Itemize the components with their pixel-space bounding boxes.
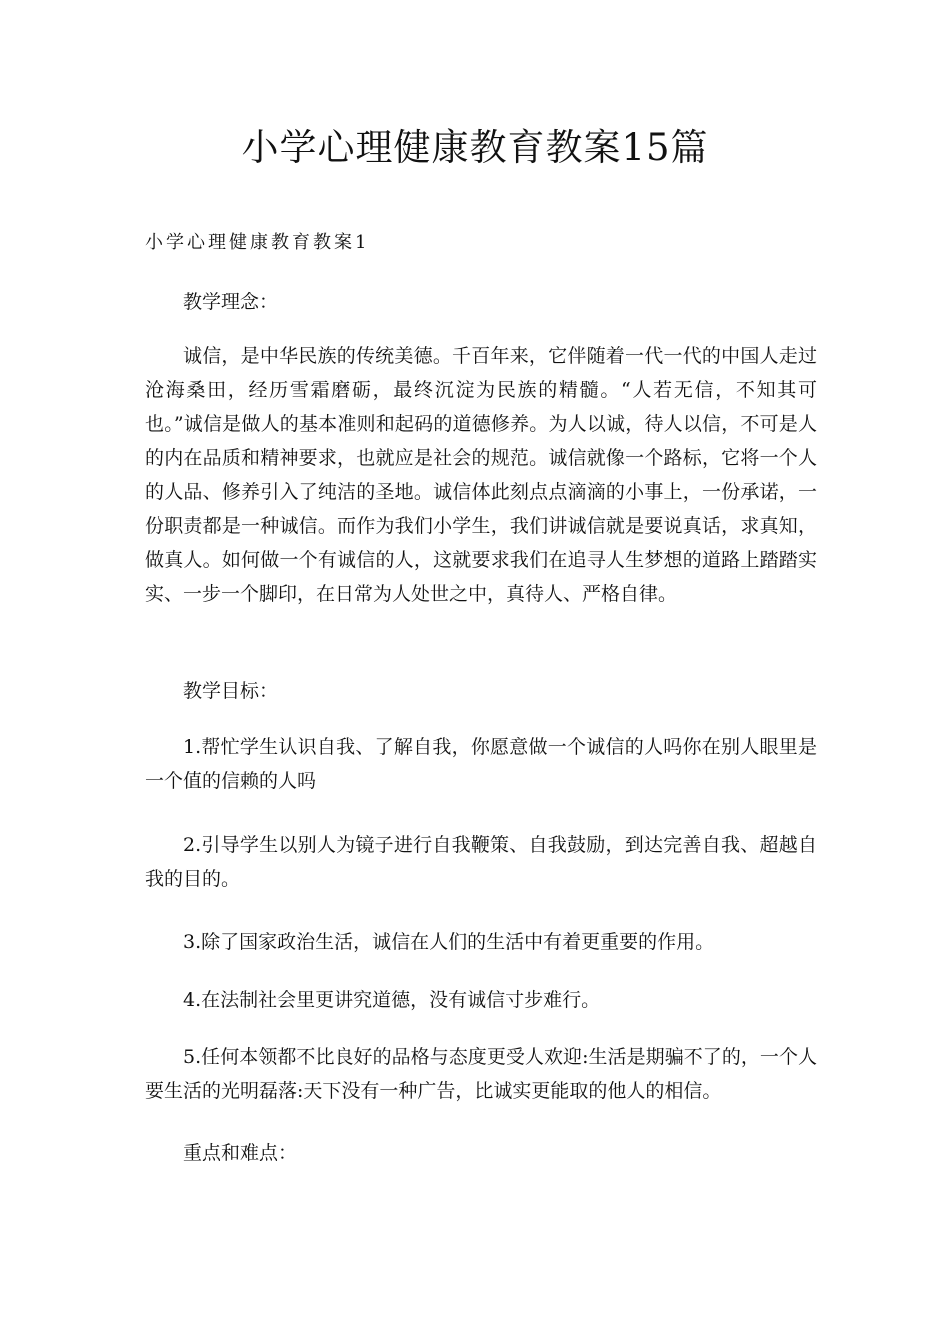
- document-title: 小学心理健康教育教案15篇: [241, 126, 709, 169]
- goal-item-3: 3.除了国家政治生活，诚信在人们的生活中有着更重要的作用。: [183, 931, 715, 953]
- key-points-label: 重点和难点：: [183, 1142, 298, 1164]
- goal-item-1: 1.帮忙学生认识自我、了解自我，你愿意做一个诚信的人吗你在别人眼里是一个值的信赖的人吗: [145, 736, 817, 792]
- teaching-concept-paragraph: 诚信，是中华民族的传统美德。千百年来，它伴随着一代一代的中国人走过沧海桑田，经历雪霜磨砺，最终沉淀为民族的精髓。“人若无信，不知其可也。”诚信是做人的基本准则和起码的道德修养。为人以诚，待人以信，不可是人的内在品质和精神要求，也就应是社会的规范。诚信就像一个路标，它将一个人的人品、修养引入了纯洁的圣地。诚信体此刻点点滴滴的小事上，一份承诺，一份职责都是一种诚信。而作为我们小学生，我们讲诚信就是要说真话，求真知，做真人。如何做一个有诚信的人，这就要求我们在追寻人生梦想的道路上踏踏实实、一步一个脚印，在日常为人处世之中，真待人、严格自律。: [145, 345, 817, 605]
- teaching-concept-label: 教学理念：: [183, 291, 279, 313]
- goal-item-5: 5.任何本领都不比良好的品格与态度更受人欢迎:生活是期骗不了的，一个人要生活的光明磊落:天下没有一种广告，比诚实更能取的他人的相信。: [145, 1046, 817, 1102]
- teaching-goals-label: 教学目标：: [183, 680, 279, 702]
- goal-item-4: 4.在法制社会里更讲究道德，没有诚信寸步难行。: [183, 989, 601, 1011]
- goal-item-2: 2.引导学生以别人为镜子进行自我鞭策、自我鼓励，到达完善自我、超越自我的目的。: [145, 834, 817, 890]
- section-heading: 小学心理健康教育教案1: [145, 232, 370, 253]
